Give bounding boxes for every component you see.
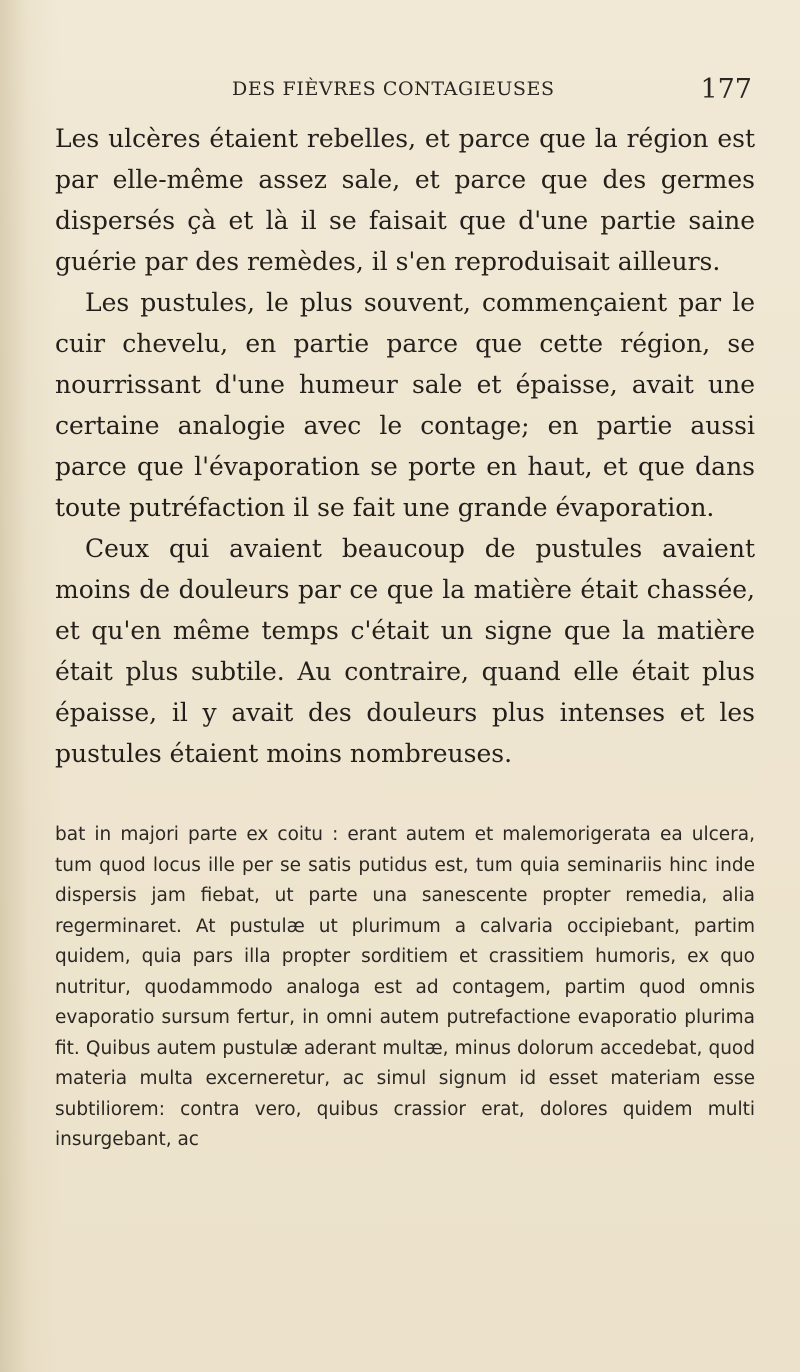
french-paragraph-1: Les ulcères étaient rebelles, et parce que la région est par elle-même assez sale, et parce que des germes dispersés çà et là il se faisait que d'une partie saine guérie par des remèdes, il s'en reproduisait ailleurs. <box>55 124 755 276</box>
latin-paragraph: bat in majori parte ex coitu : erant autem et malemorigerata ea ulcera, tum quod locus ille per se satis putidus est, tum quia seminariis hinc inde dispersis jam fiebat, ut parte una sanescente propter remedia, alia regerminaret. At pustulæ ut plurimum a calvaria occipiebant, partim quidem, quia pars illa propter sorditiem et crassitiem humoris, ex quo nutritur, quodammodo analoga est ad contagem, partim quod omnis evaporatio sursum fertur, in omni autem putrefactione evaporatio plurima fit. Quibus autem pustulæ aderant multæ, minus dolorum accedebat, quod materia multa excerneretur, ac simul signum id esset materiam esse subtiliorem: contra vero, quibus crassior erat, dolores quidem multi insurgebant, ac <box>55 824 755 1150</box>
latin-text-block <box>55 820 755 1156</box>
french-paragraph-3: Ceux qui avaient beaucoup de pustules avaient moins de douleurs par ce que la matière était chassée, et qu'en même temps c'était un signe que la matière était plus subtile. Au contraire, quand elle était plus épaisse, il y avait des douleurs plus intenses et les pustules étaient moins nombreuses. <box>55 534 755 768</box>
running-head <box>232 76 752 110</box>
french-text-block <box>55 118 755 774</box>
running-title: DES FIÈVRES CONTAGIEUSES <box>232 78 555 100</box>
french-paragraph-2: Les pustules, le plus souvent, commençaient par le cuir chevelu, en partie parce que cette région, se nourrissant d'une humeur sale et épaisse, avait une certaine analogie avec le contage; en partie aussi parce que l'évaporation se porte en haut, et que dans toute putréfaction il se fait une grande évaporation. <box>55 288 755 522</box>
page-number: 177 <box>700 74 752 105</box>
